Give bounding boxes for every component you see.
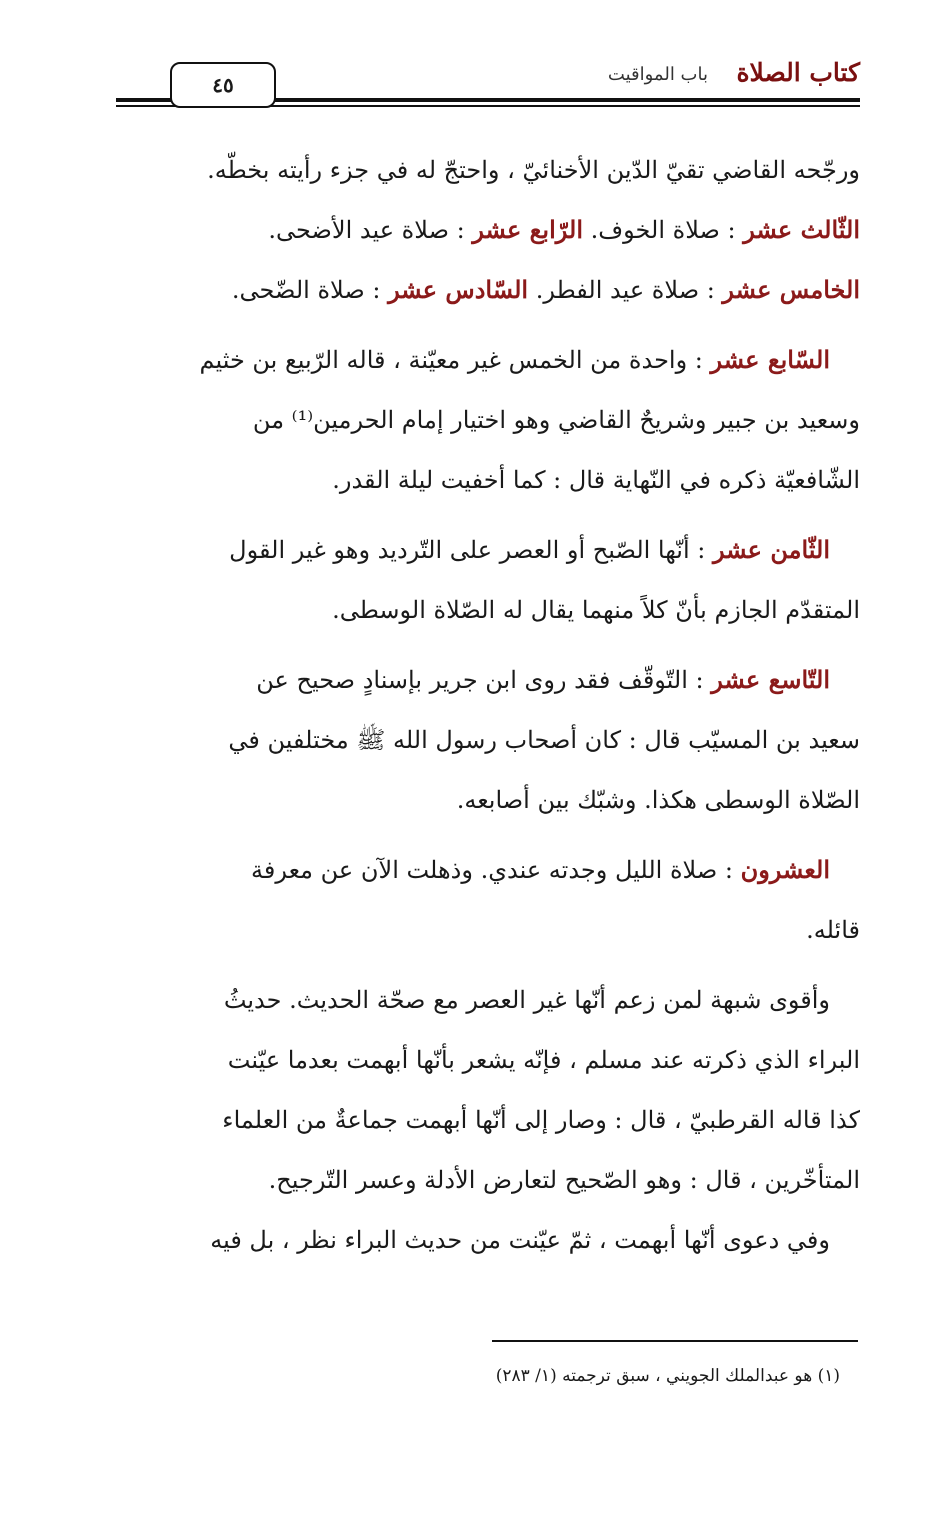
page-header: [116, 52, 860, 112]
chapter-title: باب المواقيت: [607, 64, 708, 85]
text-line: كذا قاله القرطبيّ ، قال : وصار إلى أنّها أبهمت جماعةٌ من العلماء: [222, 1106, 860, 1134]
section-keyword: التّاسع عشر: [711, 665, 830, 694]
text-line: قائله.: [806, 916, 860, 944]
text-line: [116, 650, 860, 710]
text-line: الشّافعيّة ذكره في النّهاية قال : كما أخفيت ليلة القدر.: [332, 466, 860, 494]
section-keyword: السّادس عشر: [388, 275, 529, 304]
text-span: : صلاة الخوف.: [582, 216, 744, 244]
text-span: : صلاة عيد الفطر.: [528, 276, 723, 304]
section-keyword: الرّابع عشر: [472, 215, 583, 244]
page-number-box: [170, 62, 276, 108]
footnote-separator: [492, 1340, 858, 1342]
text-span: : صلاة الضّحى.: [231, 276, 389, 304]
section-keyword: العشرون: [740, 855, 830, 884]
text-line: البراء الذي ذكرته عند مسلم ، فإنّه يشعر بأنّها أبهمت بعدما عيّنت: [227, 1046, 860, 1074]
main-text: [116, 140, 860, 1270]
text-span: : صلاة الليل وجدته عندي. وذهلت الآن عن معرفة: [251, 856, 741, 884]
text-line: [116, 200, 860, 260]
text-span: : أنّها الصّبح أو العصر على التّرديد وهو غير القول: [229, 536, 713, 564]
text-line: [116, 260, 860, 320]
section-keyword: الخامس عشر: [722, 275, 860, 304]
text-line: المتأخّرين ، قال : وهو الصّحيح لتعارض الأدلة وعسر التّرجيح.: [268, 1166, 860, 1194]
text-line: ورجّحه القاضي تقيّ الدّين الأخنائيّ ، واحتجّ له في جزء رأيته بخطّه.: [207, 156, 860, 184]
section-keyword: السّابع عشر: [710, 345, 830, 374]
section-keyword: الثّالث عشر: [743, 215, 860, 244]
text-line: وسعيد بن جبير وشريحٌ القاضي وهو اختيار إمام الحرمين⁽¹⁾ من: [252, 406, 860, 434]
text-line: سعيد بن المسيّب قال : كان أصحاب رسول الله ﷺ مختلفين في: [228, 726, 860, 754]
text-line: [116, 840, 860, 900]
text-span: : التّوقّف فقد روى ابن جرير بإسنادٍ صحيح عن: [256, 666, 712, 694]
footnote: (١) هو عبدالملك الجويني ، سبق ترجمته (١/ ٢٨٣): [495, 1366, 840, 1386]
text-line: وفي دعوى أنّها أبهمت ، ثمّ عيّنت من حديث البراء نظر ، بل فيه: [210, 1226, 830, 1254]
text-line: المتقدّم الجازم بأنّ كلاً منهما يقال له الصّلاة الوسطى.: [332, 596, 860, 624]
text-line: [116, 330, 860, 390]
text-line: وأقوى شبهة لمن زعم أنّها غير العصر مع صحّة الحديث. حديثُ: [223, 986, 830, 1014]
text-line: [116, 520, 860, 580]
book-title: كتاب الصلاة: [736, 58, 860, 87]
section-keyword: الثّامن عشر: [713, 535, 830, 564]
text-span: : واحدة من الخمس غير معيّنة ، قاله الرّبيع بن خثيم: [199, 346, 711, 374]
text-span: : صلاة عيد الأضحى.: [268, 216, 473, 244]
text-line: الصّلاة الوسطى هكذا. وشبّك بين أصابعه.: [456, 786, 860, 814]
page-number: ٤٥: [212, 73, 234, 97]
